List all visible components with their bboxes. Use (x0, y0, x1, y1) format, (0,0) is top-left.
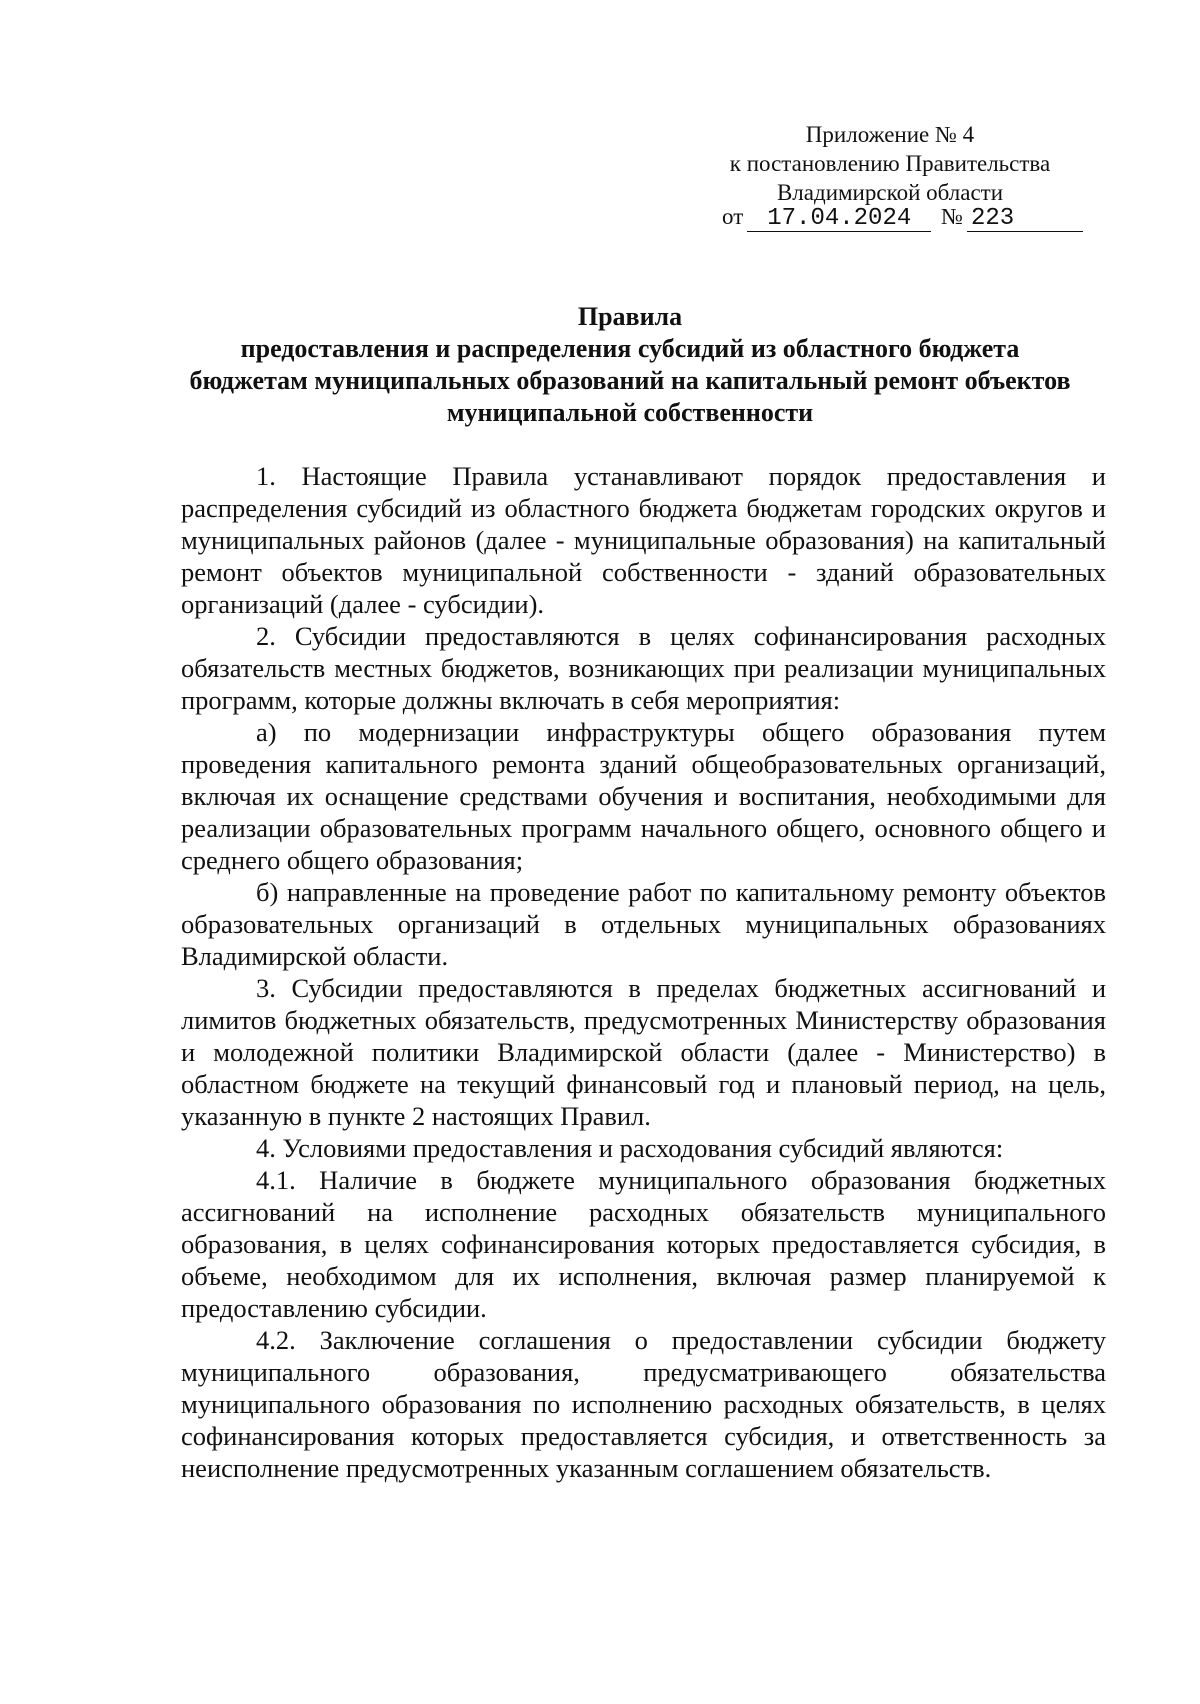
paragraph-2: 2. Субсидии предоставляются в целях софинансирования расходных обязательств местных бюджетов, возникающих при реализации муниципальных программ, которые должны включать в себя мероприятия: (181, 621, 1106, 715)
title-line-3: муниципальной собственности (446, 398, 814, 427)
title-line-1: предоставления и распределения субсидий из областного бюджета (240, 334, 1020, 363)
document-body (181, 460, 1106, 1484)
decree-date: 17.04.2024 (747, 208, 931, 232)
decree-date-number (718, 204, 1083, 232)
decree-number: 223 (967, 208, 1083, 232)
paragraph-4: 4. Условиями предоставления и расходования субсидий являются: (256, 1133, 1004, 1163)
title-heading: Правила (577, 302, 683, 331)
paragraph-2b: б) направленные на проведение работ по капитальному ремонту объектов образовательных организаций в отдельных муниципальных образованиях Владимирской области. (181, 877, 1106, 971)
paragraph-3: 3. Субсидии предоставляются в пределах бюджетных ассигнований и лимитов бюджетных обязательств, предусмотренных Министерству образования и молодежной политики Владимирской области (далее - Министерство) в областном бюджете на текущий финансовый год и плановый период, на цель, указанную в пункте 2 настоящих Правил. (181, 973, 1106, 1131)
appendix-header (700, 120, 1080, 207)
paragraph-4-1: 4.1. Наличие в бюджете муниципального образования бюджетных ассигнований на исполнение расходных обязательств муниципального образования, в целях софинансирования которых предоставляется субсидия, в объеме, необходимом для их исполнения, включая размер планируемой к предоставлению субсидии. (181, 1165, 1106, 1323)
paragraph-4-2: 4.2. Заключение соглашения о предоставлении субсидии бюджету муниципального образования, предусматривающего обязательства муниципального образования по исполнению расходных обязательств, в целях софинансирования которых предоставляется субсидия, и ответственность за неисполнение предусмотренных указанным соглашением обязательств. (181, 1325, 1106, 1483)
paragraph-1: 1. Настоящие Правила устанавливают порядок предоставления и распределения субсидий из областного бюджета бюджетам городских округов и муниципальных районов (далее - муниципальные образования) на капитальный ремонт объектов муниципальной собственности - зданий образовательных организаций (далее - субсидии). (181, 461, 1106, 619)
number-prefix: № (941, 204, 963, 229)
appendix-region: Владимирской области (776, 180, 1004, 205)
appendix-resolution-ref: к постановлению Правительства (729, 151, 1051, 176)
paragraph-2a: а) по модернизации инфраструктуры общего образования путем проведения капитального ремонта зданий общеобразовательных организаций, включая их оснащение средствами обучения и воспитания, необходимыми для реализации образовательных программ начального общего, основного общего и среднего общего образования; (181, 717, 1106, 875)
date-prefix: от (722, 204, 744, 229)
title-line-2: бюджетам муниципальных образований на капитальный ремонт объектов (189, 366, 1071, 395)
document-title (170, 301, 1090, 429)
appendix-number: Приложение № 4 (805, 122, 975, 147)
